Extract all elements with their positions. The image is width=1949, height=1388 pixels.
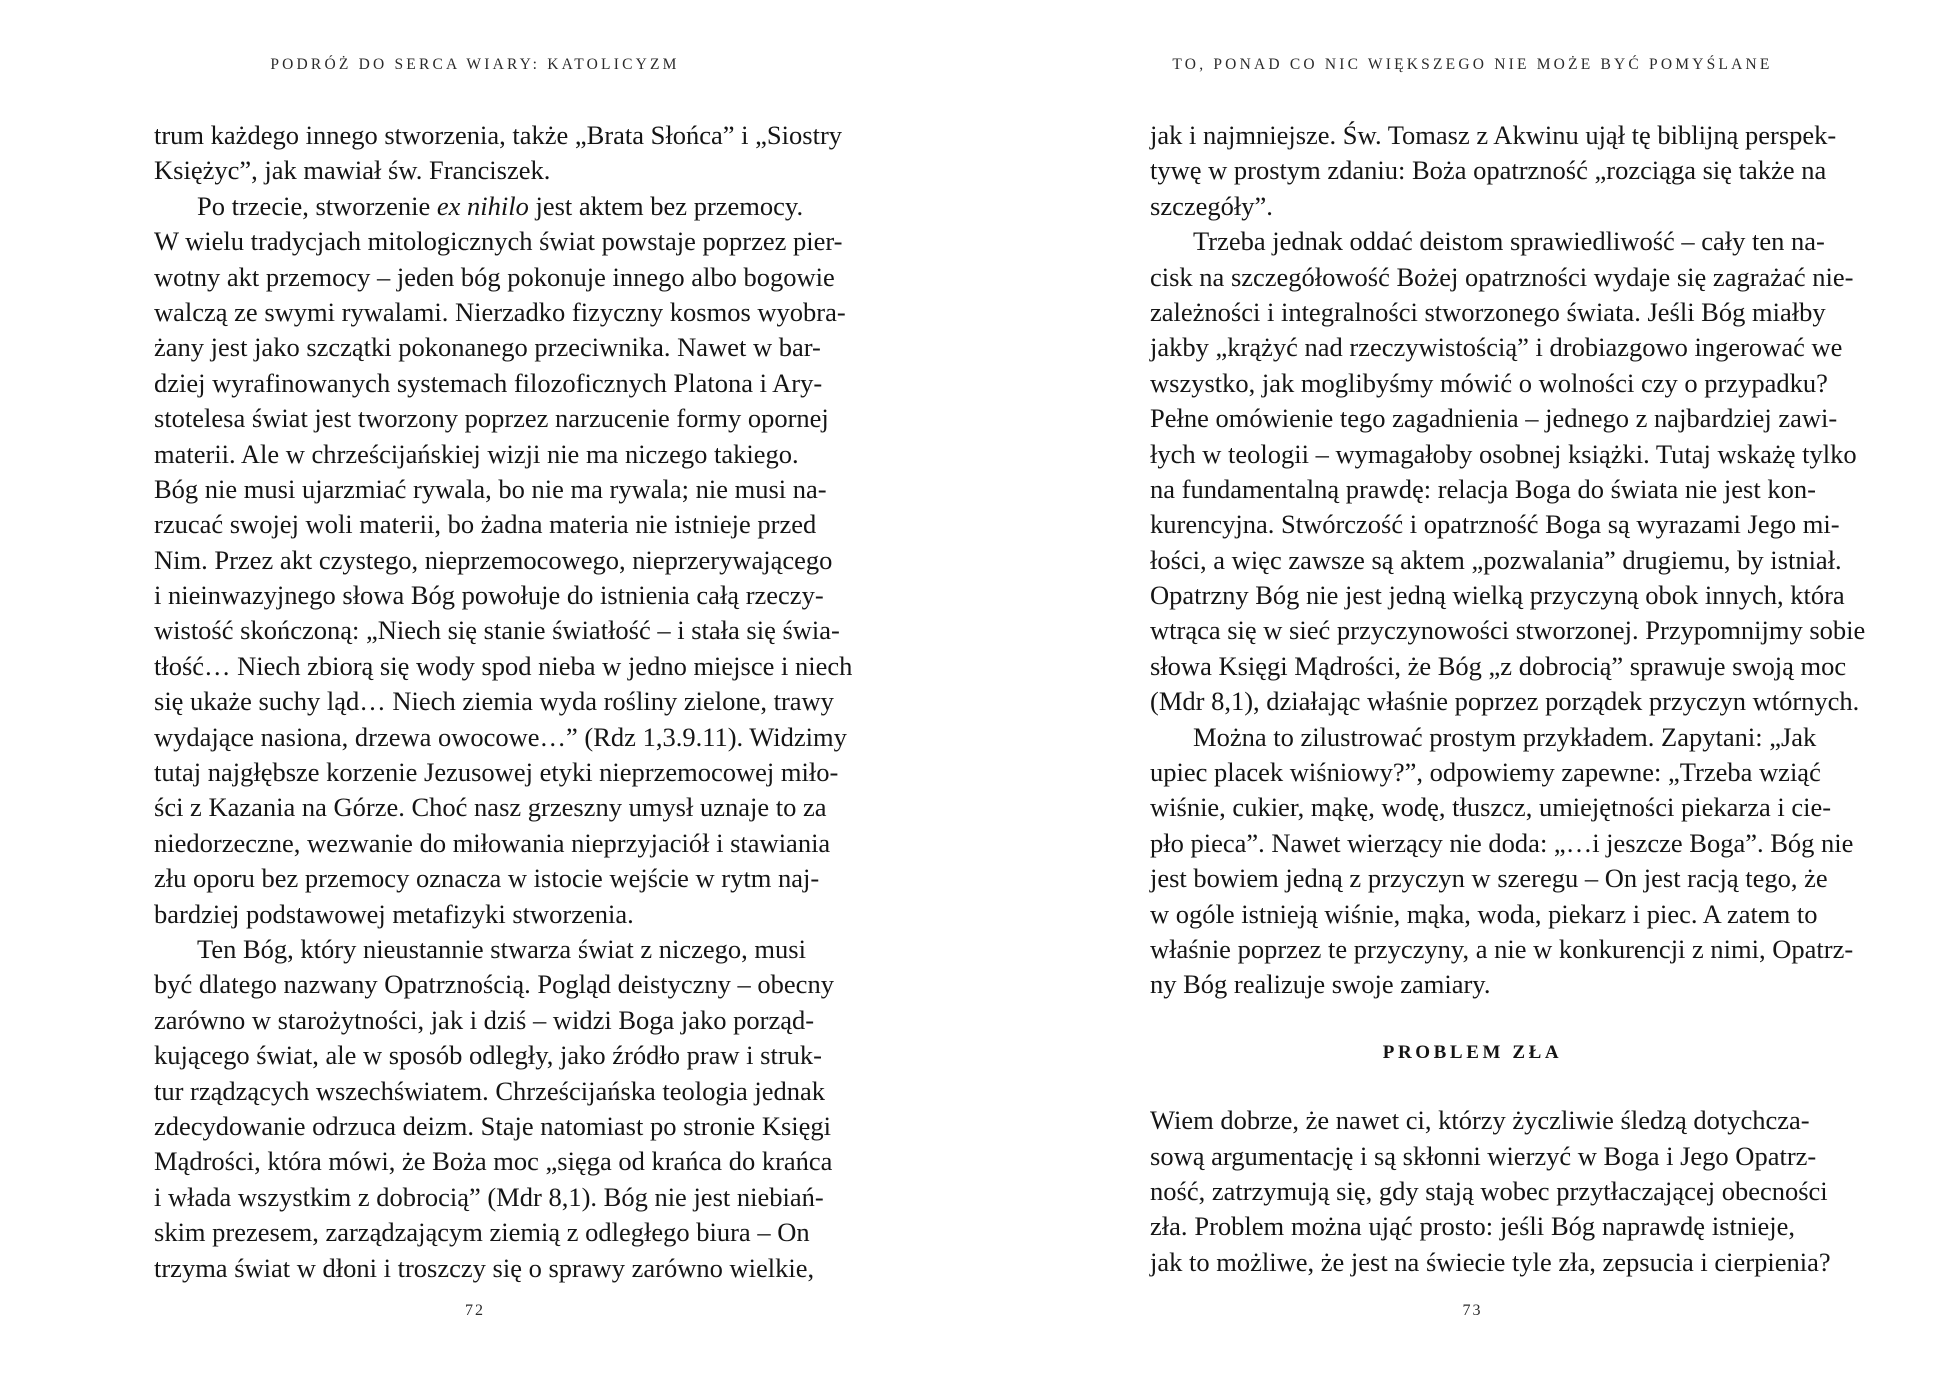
text-line: kującego świat, ale w sposób odległy, jako źródło praw i struk- bbox=[154, 1040, 822, 1071]
italic-phrase: ex nihilo bbox=[436, 190, 529, 221]
text-line: tywę w prostym zdaniu: Boża opatrzność „rozciąga się także na bbox=[1150, 155, 1827, 186]
text-line: jak i najmniejsze. Św. Tomasz z Akwinu ujął tę biblijną perspek- bbox=[1150, 120, 1837, 150]
right-body-before-heading bbox=[1150, 118, 1866, 1003]
text-line: wotny akt przemocy – jeden bóg pokonuje innego albo bogowie bbox=[154, 261, 835, 292]
text-line: Można to zilustrować prostym przykładem. Zapytani: „Jak bbox=[1193, 721, 1817, 752]
text-line: szczegóły”. bbox=[1150, 190, 1273, 221]
text-line: złu oporu bez przemocy oznacza w istocie wejście w rytm naj- bbox=[154, 863, 820, 894]
text-line: trzyma świat w dłoni i troszczy się o sprawy zarówno wielkie, bbox=[154, 1252, 815, 1283]
left-page-body bbox=[154, 118, 853, 1286]
text-line: zła. Problem można ująć prosto: jeśli Bóg naprawdę istnieje, bbox=[1150, 1211, 1795, 1242]
left-running-head: PODRÓŻ DO SERCA WIARY: KATOLICYZM bbox=[270, 56, 680, 73]
text-line: i nieinwazyjnego słowa Bóg powołuje do istnienia całą rzeczy- bbox=[154, 580, 824, 611]
text-line: Opatrzny Bóg nie jest jedną wielką przyczyną obok innych, która bbox=[1150, 580, 1845, 611]
text-line: walczą ze swymi rywalami. Nierzadko fizyczny kosmos wyobra- bbox=[154, 296, 846, 327]
text-line: pło pieca”. Nawet wierzący nie doda: „…i jeszcze Boga”. Bóg nie bbox=[1150, 827, 1854, 858]
text-line: W wielu tradycjach mitologicznych świat powstaje poprzez pier- bbox=[154, 226, 843, 257]
text-line: stotelesa świat jest tworzony poprzez narzucenie formy opornej bbox=[154, 403, 829, 434]
text-line: dziej wyrafinowanych systemach filozoficznych Platona i Ary- bbox=[154, 367, 823, 398]
text-line: Mądrości, która mówi, że Boża moc „sięga od krańca do krańca bbox=[154, 1146, 833, 1177]
text-line: wydające nasiona, drzewa owocowe…” (Rdz 1,3.9.11). Widzimy bbox=[154, 721, 847, 752]
text-line: wszystko, jak moglibyśmy mówić o wolności czy o przypadku? bbox=[1150, 367, 1828, 398]
text-line: rzucać swojej woli materii, bo żadna materia nie istnieje przed bbox=[154, 509, 817, 540]
text-line: tutaj najgłębsze korzenie Jezusowej etyki nieprzemocowej miło- bbox=[154, 757, 839, 788]
right-body-after-heading bbox=[1150, 1103, 1831, 1280]
text-line: zarówno w starożytności, jak i dziś – widzi Boga jako porząd- bbox=[154, 1004, 815, 1035]
text-line: zdecydowanie odrzuca deizm. Staje natomiast po stronie Księgi bbox=[154, 1110, 832, 1141]
text-line: materii. Ale w chrześcijańskiej wizji nie ma niczego takiego. bbox=[154, 438, 799, 469]
right-page-body bbox=[1150, 118, 1866, 1280]
text-line: jakby „krążyć nad rzeczywistością” i drobiazgowo ingerować we bbox=[1150, 332, 1843, 363]
text-line: ści z Kazania na Górze. Choć nasz grzeszny umysł uznaje to za bbox=[154, 792, 827, 823]
text-line: Wiem dobrze, że nawet ci, którzy życzliwie śledzą dotychcza- bbox=[1150, 1105, 1810, 1136]
text-line: skim prezesem, zarządzającym ziemią z odległego biura – On bbox=[154, 1217, 810, 1248]
right-page-number: 73 bbox=[1462, 1302, 1483, 1319]
text-line: i włada wszystkim z dobrocią” (Mdr 8,1). Bóg nie jest niebiań- bbox=[154, 1181, 824, 1212]
text-line: właśnie poprzez te przyczyny, a nie w konkurencji z nimi, Opatrz- bbox=[1150, 933, 1854, 964]
text-line: sową argumentację i są skłonni wierzyć w Boga i Jego Opatrz- bbox=[1150, 1140, 1817, 1171]
text-line: Ten Bóg, który nieustannie stwarza świat z niczego, musi bbox=[197, 933, 806, 964]
text-line: jest bowiem jedną z przyczyn w szeregu – On jest racją tego, że bbox=[1150, 863, 1828, 894]
text-line: Księżyc”, jak mawiał św. Franciszek. bbox=[154, 155, 551, 186]
text-line: bardziej podstawowej metafizyki stworzenia. bbox=[154, 898, 634, 929]
text-line: trum każdego innego stworzenia, także „Brata Słońca” i „Siostry bbox=[154, 120, 843, 150]
left-page-number: 72 bbox=[465, 1302, 485, 1319]
section-heading: PROBLEM ZŁA bbox=[1382, 1041, 1563, 1063]
text-line: Nim. Przez akt czystego, nieprzemocowego, nieprzerywającego bbox=[154, 544, 833, 575]
right-page bbox=[1150, 0, 1866, 1388]
text-line: niedorzeczne, wezwanie do miłowania nieprzyjaciół i stawiania bbox=[154, 827, 831, 858]
text-line: łych w teologii – wymagałoby osobnej książki. Tutaj wskażę tylko bbox=[1150, 438, 1857, 469]
text-line: kurencyjna. Stwórczość i opatrzność Boga są wyrazami Jego mi- bbox=[1150, 509, 1840, 540]
text-line: tłość… Niech zbiorą się wody spod nieba w jedno miejsce i niech bbox=[154, 650, 853, 681]
text-line: na fundamentalną prawdę: relacja Boga do świata nie jest kon- bbox=[1150, 473, 1816, 504]
text-line: Po trzecie, stworzenie ex nihilo jest aktem bez przemocy. bbox=[197, 190, 804, 221]
text-line: się ukaże suchy ląd… Niech ziemia wyda rośliny zielone, trawy bbox=[154, 686, 834, 717]
text-line: zależności i integralności stworzonego świata. Jeśli Bóg miałby bbox=[1150, 296, 1826, 327]
text-line: Pełne omówienie tego zagadnienia – jednego z najbardziej zawi- bbox=[1150, 403, 1838, 434]
text-line: łości, a więc zawsze są aktem „pozwalania” drugiemu, by istniał. bbox=[1150, 544, 1842, 575]
text-line: jak to możliwe, że jest na świecie tyle zła, zepsucia i cierpienia? bbox=[1150, 1246, 1831, 1277]
text-line: być dlatego nazwany Opatrznością. Pogląd deistyczny – obecny bbox=[154, 969, 834, 1000]
text-line: wiśnie, cukier, mąkę, wodę, tłuszcz, umiejętności piekarza i cie- bbox=[1150, 792, 1832, 823]
text-line: ny Bóg realizuje swoje zamiary. bbox=[1150, 969, 1491, 1000]
text-line: wtrąca się w sieć przyczynowości stworzonej. Przypomnijmy sobie bbox=[1150, 615, 1866, 646]
text-line: Bóg nie musi ujarzmiać rywala, bo nie ma rywala; nie musi na- bbox=[154, 473, 827, 504]
text-line: (Mdr 8,1), działając właśnie poprzez porządek przyczyn wtórnych. bbox=[1150, 686, 1860, 717]
text-line: ność, zatrzymują się, gdy stają wobec przytłaczającej obecności bbox=[1150, 1175, 1828, 1206]
text-line: tur rządzących wszechświatem. Chrześcijańska teologia jednak bbox=[154, 1075, 826, 1106]
left-page bbox=[154, 0, 853, 1388]
text-line: w ogóle istnieją wiśnie, mąka, woda, piekarz i piec. A zatem to bbox=[1150, 898, 1818, 929]
text-line: upiec placek wiśniowy?”, odpowiemy zapewne: „Trzeba wziąć bbox=[1150, 757, 1821, 788]
text-line: cisk na szczegółowość Bożej opatrzności wydaje się zagrażać nie- bbox=[1150, 261, 1854, 292]
text-line: wistość skończoną: „Niech się stanie światłość – i stała się świa- bbox=[154, 615, 840, 646]
text-line: słowa Księgi Mądrości, że Bóg „z dobrocią” sprawuje swoją moc bbox=[1150, 650, 1847, 681]
text-line: żany jest jako szczątki pokonanego przeciwnika. Nawet w bar- bbox=[154, 332, 821, 363]
text-line: Trzeba jednak oddać deistom sprawiedliwość – cały ten na- bbox=[1193, 226, 1825, 257]
right-running-head: TO, PONAD CO NIC WIĘKSZEGO NIE MOŻE BYĆ POMYŚLANE bbox=[1172, 56, 1773, 73]
